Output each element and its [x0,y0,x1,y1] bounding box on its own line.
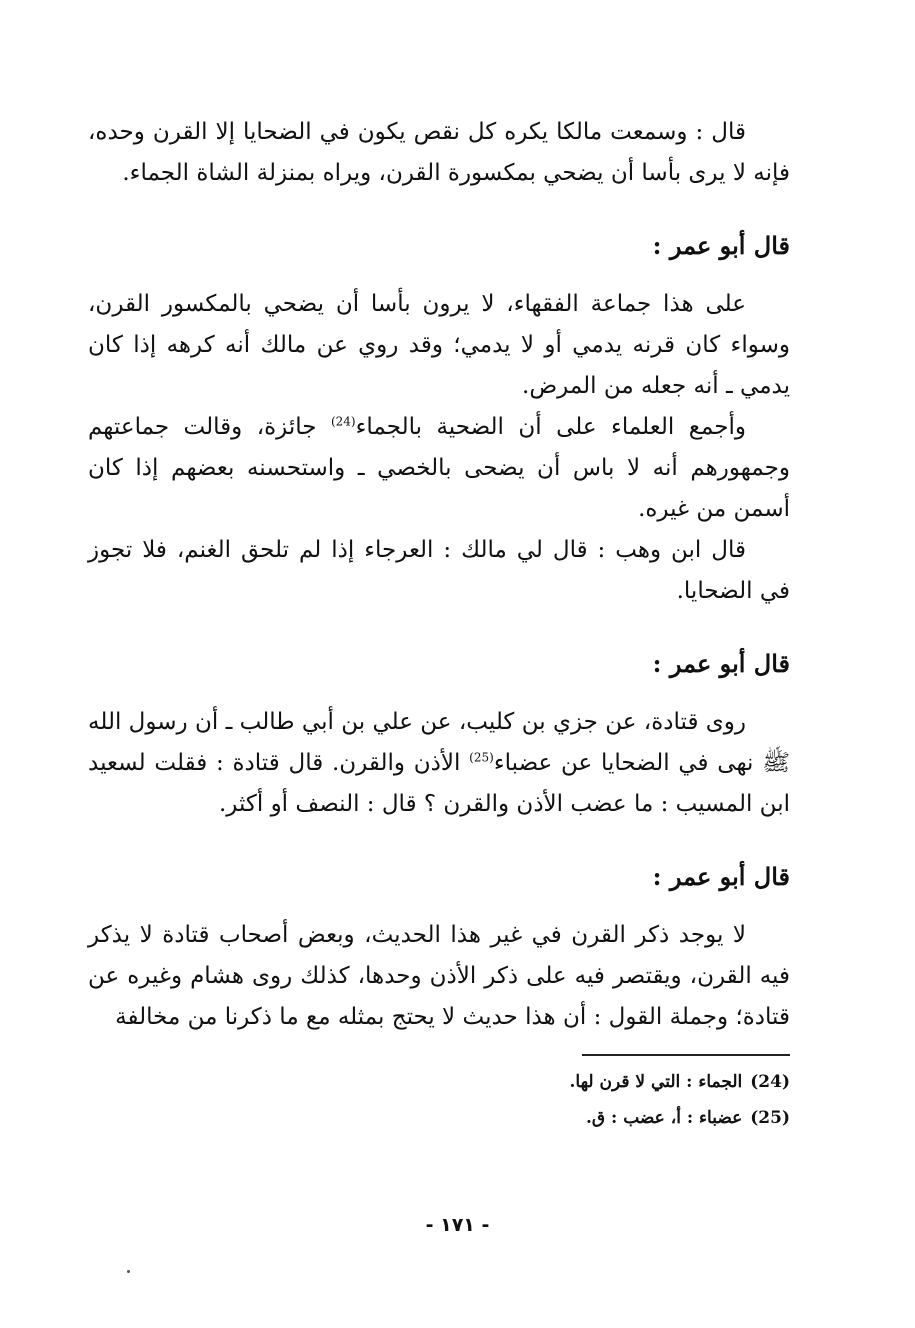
footnote-24 [88,1064,790,1100]
paragraph-5-text-a: روى قتادة، عن جزي بن كليب، عن علي بن أبي طالب ـ أن رسول الله ﷺ نهى في الضحايا عن عضباء [88,709,791,776]
section-heading-3: قال أبو عمر : [652,862,790,891]
section-heading-2: قال أبو عمر : [652,649,790,678]
page-number: - ١٧١ - [425,1214,490,1236]
footnote-text: الجماء : التي لا قرن لها. [569,1072,743,1092]
footnote-number: (24) [750,1072,790,1092]
paragraph-4: قال ابن وهب : قال لي مالك : العرجاء إذا لم تلحق الغنم، فلا تجوز في الضحايا. [88,537,790,604]
scan-speck [127,1270,130,1273]
paragraph-3-text-b: جائزة، وقالت جماعتهم وجمهورهم أنه لا باس أن يضحى بالخصي ـ واستحسنه بعضهم إذا كان أسمن من غيره. [88,414,790,522]
paragraph-3-text-a: وأجمع العلماء على أن الضحية بالجماء [355,414,746,440]
paragraph-5 [88,702,790,825]
section-heading-1: قال أبو عمر : [652,231,790,260]
footnote-ref-25: (25) [469,750,494,765]
footnote-number: (25) [750,1108,790,1128]
paragraph-1: قال : وسمعت مالكا يكره كل نقص يكون في الضحايا إلا القرن وحده، فإنه لا يرى بأسا أن يضحي بمكسورة القرن، ويراه بمنزلة الشاة الجماء. [88,119,790,186]
footnote-25 [88,1100,790,1136]
paragraph-6: لا يوجد ذكر القرن في غير هذا الحديث، وبعض أصحاب قتادة لا يذكر فيه القرن، ويقتصر فيه على ذكر الأذن وحدها، كذلك روى هشام وغيره عن قتادة؛ وجملة القول : أن هذا حديث لا يحتج بمثله مع ما ذكرنا من مخالفة [88,922,790,1030]
paragraph-3 [88,407,790,530]
footnote-ref-24: (24) [330,414,356,429]
footnote-text: عضباء : أ، عضب : ق. [586,1108,743,1128]
paragraph-5-text-b: الأذن والقرن. قال قتادة : فقلت لسعيد ابن المسيب : ما عضب الأذن والقرن ؟ قال : النصف أو أكثر. [88,750,790,817]
page-body [88,112,790,1136]
footnote-divider [582,1054,790,1056]
paragraph-2: على هذا جماعة الفقهاء، لا يرون بأسا أن يضحي بالمكسور القرن، وسواء كان قرنه يدمي أو لا يدمي؛ وقد روي عن مالك أنه كرهه إذا كان يدمي ـ أنه جعله من المرض. [88,291,790,399]
